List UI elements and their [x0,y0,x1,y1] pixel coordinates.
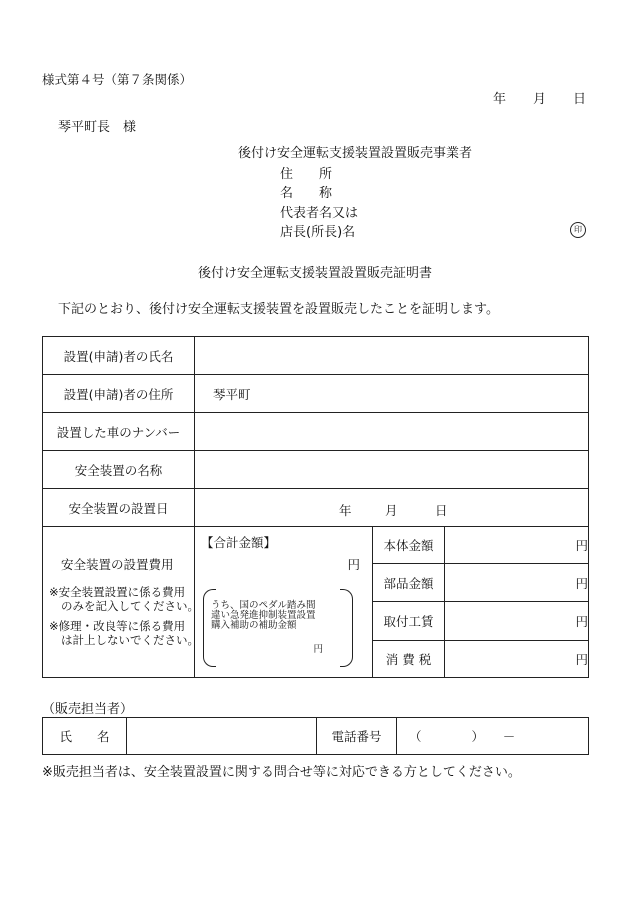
total-yen-unit: 円 [347,557,360,572]
issuer-name-label: 名 称 [280,186,333,201]
applicant-address-label: 設置(申請)者の住所 [43,375,195,413]
labor-fee-label: 取付工賃 [373,602,445,640]
cost-note-1-line-2: のみを記入してください。 [61,599,199,613]
consumption-tax-label: 消 費 税 [373,640,445,677]
staff-name-field[interactable] [127,718,317,755]
cost-note-2-line-2: は計上しないでください。 [61,633,199,647]
applicant-name-label: 設置(申請)者の氏名 [43,337,195,375]
sales-staff-section-label: （販売担当者） [42,702,134,717]
labor-fee-field[interactable] [445,602,589,640]
phone-label: 電話番号 [317,718,397,755]
issuer-rep-label: 代表者名又は [280,206,359,221]
sales-staff-table [42,717,589,755]
body-price-yen: 円 [575,538,589,554]
phone-field[interactable] [397,718,589,755]
car-number-field[interactable] [195,413,589,451]
certificate-table [42,336,589,678]
install-date-day: 日 [435,503,448,518]
parts-price-label: 部品金額 [373,564,445,602]
install-date-field[interactable] [195,489,589,527]
parts-price-field[interactable] [445,564,589,602]
consumption-tax-yen: 円 [575,651,589,667]
install-date-year: 年 [339,503,352,518]
cost-label: 安全装置の設置費用 [61,557,174,572]
subsidy-yen-unit: 円 [313,644,323,655]
consumption-tax-field[interactable] [445,640,589,677]
car-number-label: 設置した車のナンバー [43,413,195,451]
subsidy-line-3: 購入補助の補助金額 [211,620,297,631]
subsidy-line-1: うち、国のペダル踏み間 [211,600,316,611]
issuer-address-label: 住 所 [280,167,333,182]
issuer-manager-label: 店長(所長)名 [280,225,356,240]
total-amount-cell[interactable] [195,527,373,678]
form-number: 様式第４号（第７条関係） [42,72,193,87]
applicant-address-value: 琴平町 [213,386,251,402]
document-title: 後付け安全運転支援装置設置販売証明書 [198,266,433,281]
subsidy-bracket [203,589,353,665]
install-date-month: 月 [385,503,398,518]
cost-note-1-line-1: ※安全装置設置に係る費用 [49,585,186,599]
body-price-field[interactable] [445,527,589,564]
device-name-label: 安全装置の名称 [43,451,195,489]
statement-text: 下記のとおり、後付け安全運転支援装置を設置販売したことを証明します。 [58,302,499,317]
date-day-label: 日 [573,92,587,107]
staff-footnote: ※販売担当者は、安全装置設置に関する問合せ等に対応できる方としてください。 [42,765,521,780]
cost-note-2-line-1: ※修理・改良等に係る費用 [49,619,186,633]
total-amount-label: 【合計金額】 [201,535,277,550]
applicant-address-field[interactable] [195,375,589,413]
body-price-label: 本体金額 [373,527,445,564]
cost-label-cell [43,527,199,678]
device-name-field[interactable] [195,451,589,489]
seal-mark: 印 [570,222,586,238]
parts-price-yen: 円 [575,575,589,591]
labor-fee-yen: 円 [575,614,589,630]
install-date-label: 安全装置の設置日 [43,489,195,527]
addressee: 琴平町長 様 [58,120,137,135]
subsidy-line-2: 違い急発進抑制装置設置 [211,610,316,621]
staff-name-label: 氏 名 [43,718,127,755]
date-month-label: 月 [533,92,547,107]
issuer-title: 後付け安全運転支援装置設置販売事業者 [238,146,473,161]
applicant-name-field[interactable] [195,337,589,375]
phone-format: （ ） － [409,729,516,744]
date-year-label: 年 [493,92,507,107]
